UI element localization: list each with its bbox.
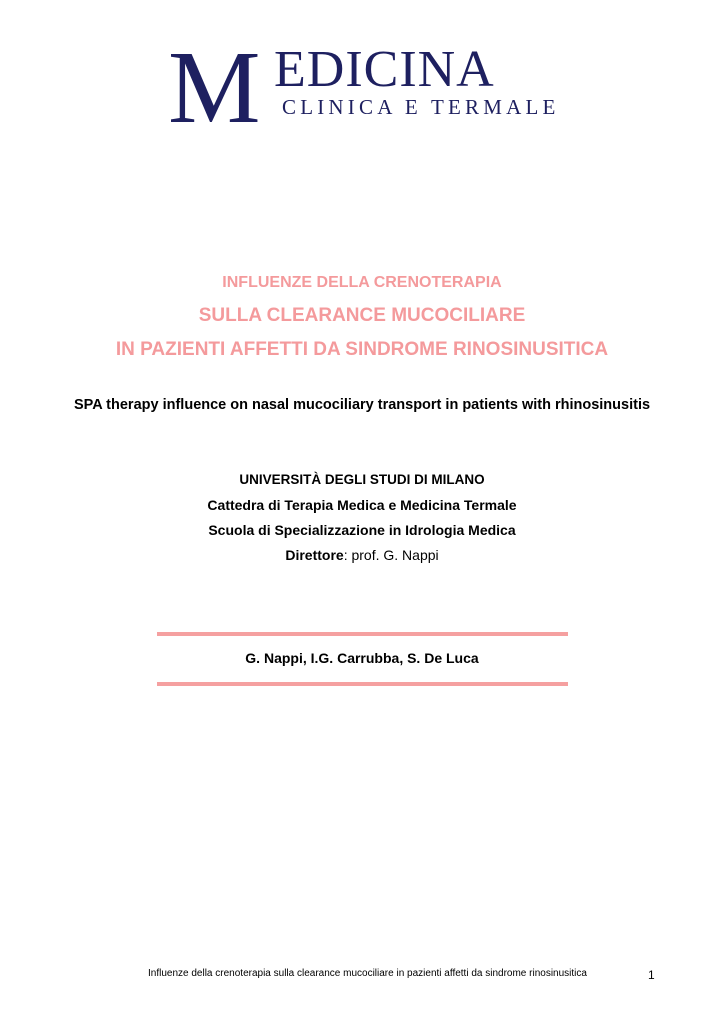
- logo-initial: M: [168, 30, 259, 145]
- university-name: UNIVERSITÀ DEGLI STUDI DI MILANO: [239, 472, 485, 487]
- director-label: Direttore: [285, 547, 344, 563]
- logo-title: EDICINA: [274, 41, 495, 98]
- authors: G. Nappi, I.G. Carrubba, S. De Luca: [245, 650, 479, 666]
- title-line-3: IN PAZIENTI AFFETTI DA SINDROME RINOSINUSITICA: [115, 339, 609, 360]
- school-name: Scuola di Specializzazione in Idrologia Medica: [208, 522, 516, 538]
- divider-top: [157, 632, 568, 636]
- chair-name: Cattedra di Terapia Medica e Medicina Termale: [207, 497, 517, 513]
- english-subtitle: SPA therapy influence on nasal mucociliary transport in patients with rhinosinusitis: [73, 397, 651, 413]
- title-line-1: INFLUENZE DELLA CRENOTERAPIA: [222, 274, 502, 291]
- running-footer: Influenze della crenoterapia sulla clearance mucociliare in pazienti affetti da sindrome rinosinusitica: [148, 968, 587, 979]
- journal-logo: [168, 30, 568, 145]
- title-line-2: SULLA CLEARANCE MUCOCILIARE: [198, 305, 526, 326]
- director-value: : prof. G. Nappi: [343, 547, 439, 563]
- logo-subtitle: CLINICA E TERMALE: [282, 95, 560, 119]
- director-line: [0, 547, 724, 563]
- divider-bottom: [157, 682, 568, 686]
- page-number: 1: [648, 968, 655, 982]
